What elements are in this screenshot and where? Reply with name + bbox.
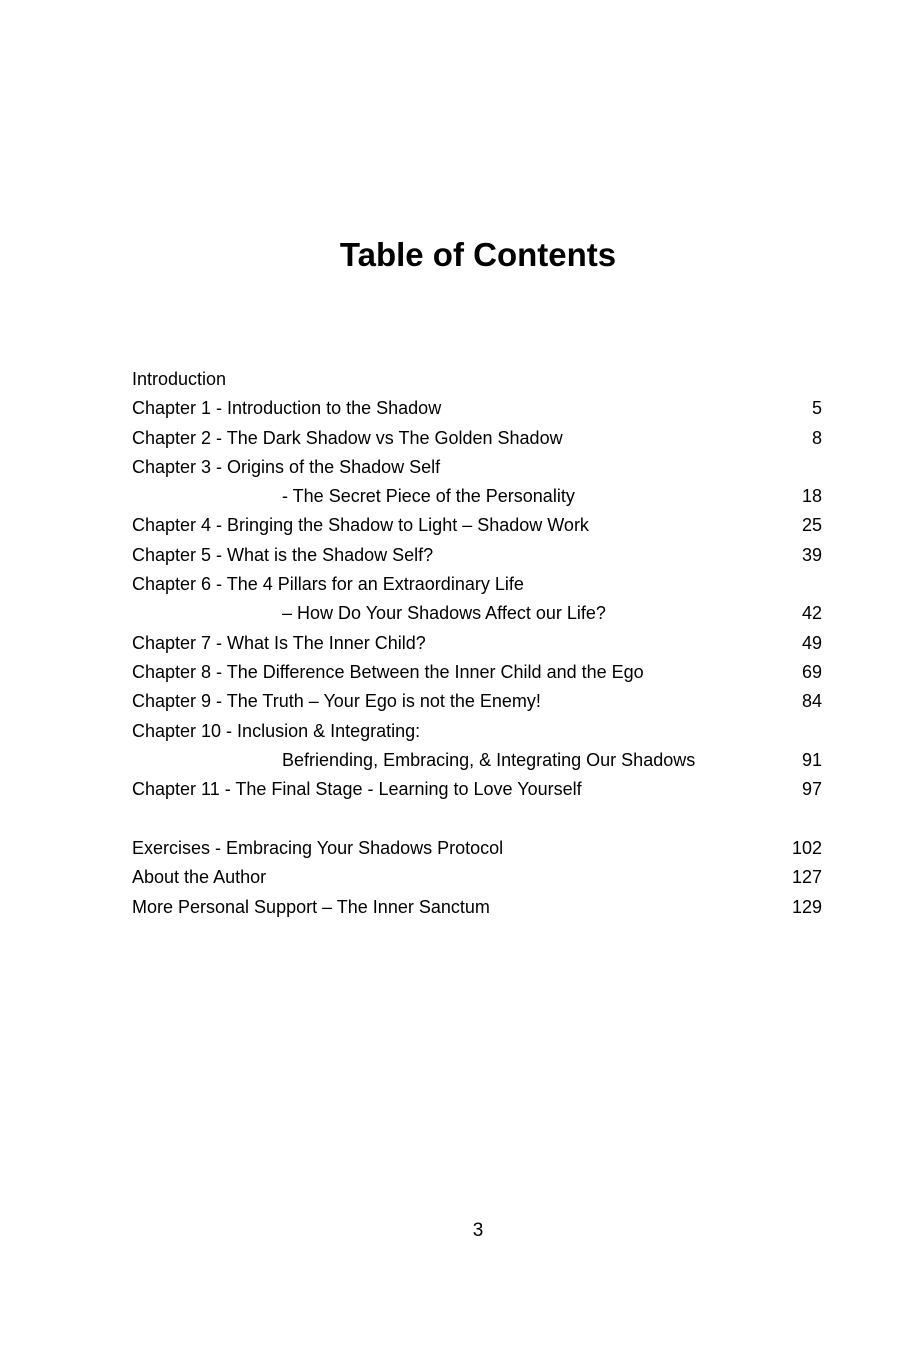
toc-entry-label: Chapter 3 - Origins of the Shadow Self — [132, 456, 441, 477]
toc-entry-chapter-9 — [132, 687, 822, 716]
toc-entry-page: 97 — [801, 779, 822, 800]
toc-entry-chapter-4 — [132, 511, 822, 540]
toc-entry-label: Chapter 10 - Inclusion & Integrating: — [132, 720, 421, 741]
toc-entry-page: 8 — [811, 427, 822, 448]
toc-entry-label: Exercises - Embracing Your Shadows Protocol — [132, 837, 504, 858]
toc-entry-chapter-7 — [132, 629, 822, 658]
toc-entry-chapter-6 — [132, 570, 822, 599]
toc-entry-page: 42 — [801, 603, 822, 624]
toc-entry-label: Chapter 5 - What is the Shadow Self? — [132, 544, 434, 565]
toc-entry-chapter-6-subtitle — [132, 599, 822, 628]
page-title: Table of Contents — [339, 236, 617, 273]
toc-entry-label: About the Author — [132, 867, 267, 888]
toc-entry-label: – How Do Your Shadows Affect our Life? — [282, 603, 606, 624]
toc-entry-page: 39 — [801, 544, 822, 565]
toc-entry-exercises — [132, 834, 822, 863]
toc-entry-chapter-2 — [132, 424, 822, 453]
toc-entry-label: Introduction — [132, 369, 227, 389]
toc-entry-label: Chapter 6 - The 4 Pillars for an Extraordinary Life — [132, 574, 524, 595]
toc-entry-label: Chapter 4 - Bringing the Shadow to Light – Shadow Work — [132, 515, 589, 536]
toc-entry-page: 84 — [801, 691, 822, 712]
toc-entry-label: Chapter 11 - The Final Stage - Learning to Love Yourself — [132, 779, 582, 800]
toc-entry-label: Chapter 1 - Introduction to the Shadow — [132, 398, 442, 419]
toc-entry-page: 127 — [791, 867, 822, 888]
toc-entry-chapter-10-subtitle — [132, 746, 822, 775]
toc-entry-page: 49 — [801, 632, 822, 653]
toc-entry-page: 91 — [801, 749, 822, 770]
toc-entry-personal-support — [132, 893, 822, 922]
toc-entry-about-author — [132, 863, 822, 892]
toc-entry-chapter-3-subtitle — [132, 482, 822, 511]
toc-entry-label: Chapter 7 - What Is The Inner Child? — [132, 632, 426, 653]
toc-entry-introduction — [132, 365, 822, 394]
toc-entry-chapter-5 — [132, 541, 822, 570]
page-number: 3 — [472, 1220, 484, 1241]
toc-entry-page: 5 — [811, 398, 822, 419]
toc-entry-page: 18 — [801, 486, 822, 507]
toc-entry-label: Chapter 8 - The Difference Between the Inner Child and the Ego — [132, 661, 644, 682]
toc-entry-label: More Personal Support – The Inner Sanctum — [132, 896, 490, 917]
toc-entry-chapter-3 — [132, 453, 822, 482]
toc-entry-chapter-1 — [132, 394, 822, 423]
toc-entry-page: 129 — [791, 896, 822, 917]
toc-entry-label: Befriending, Embracing, & Integrating Our Shadows — [282, 749, 696, 770]
toc-entry-page: 69 — [801, 661, 822, 682]
toc-entry-label: - The Secret Piece of the Personality — [282, 486, 575, 507]
toc-entry-chapter-11 — [132, 775, 822, 804]
toc-entry-chapter-8 — [132, 658, 822, 687]
toc-entry-label: Chapter 2 - The Dark Shadow vs The Golden Shadow — [132, 427, 563, 448]
toc-entry-label: Chapter 9 - The Truth – Your Ego is not the Enemy! — [132, 691, 541, 712]
table-of-contents — [132, 365, 822, 922]
toc-entry-chapter-10 — [132, 717, 822, 746]
toc-entry-page: 25 — [801, 515, 822, 536]
toc-entry-page: 102 — [791, 837, 822, 858]
